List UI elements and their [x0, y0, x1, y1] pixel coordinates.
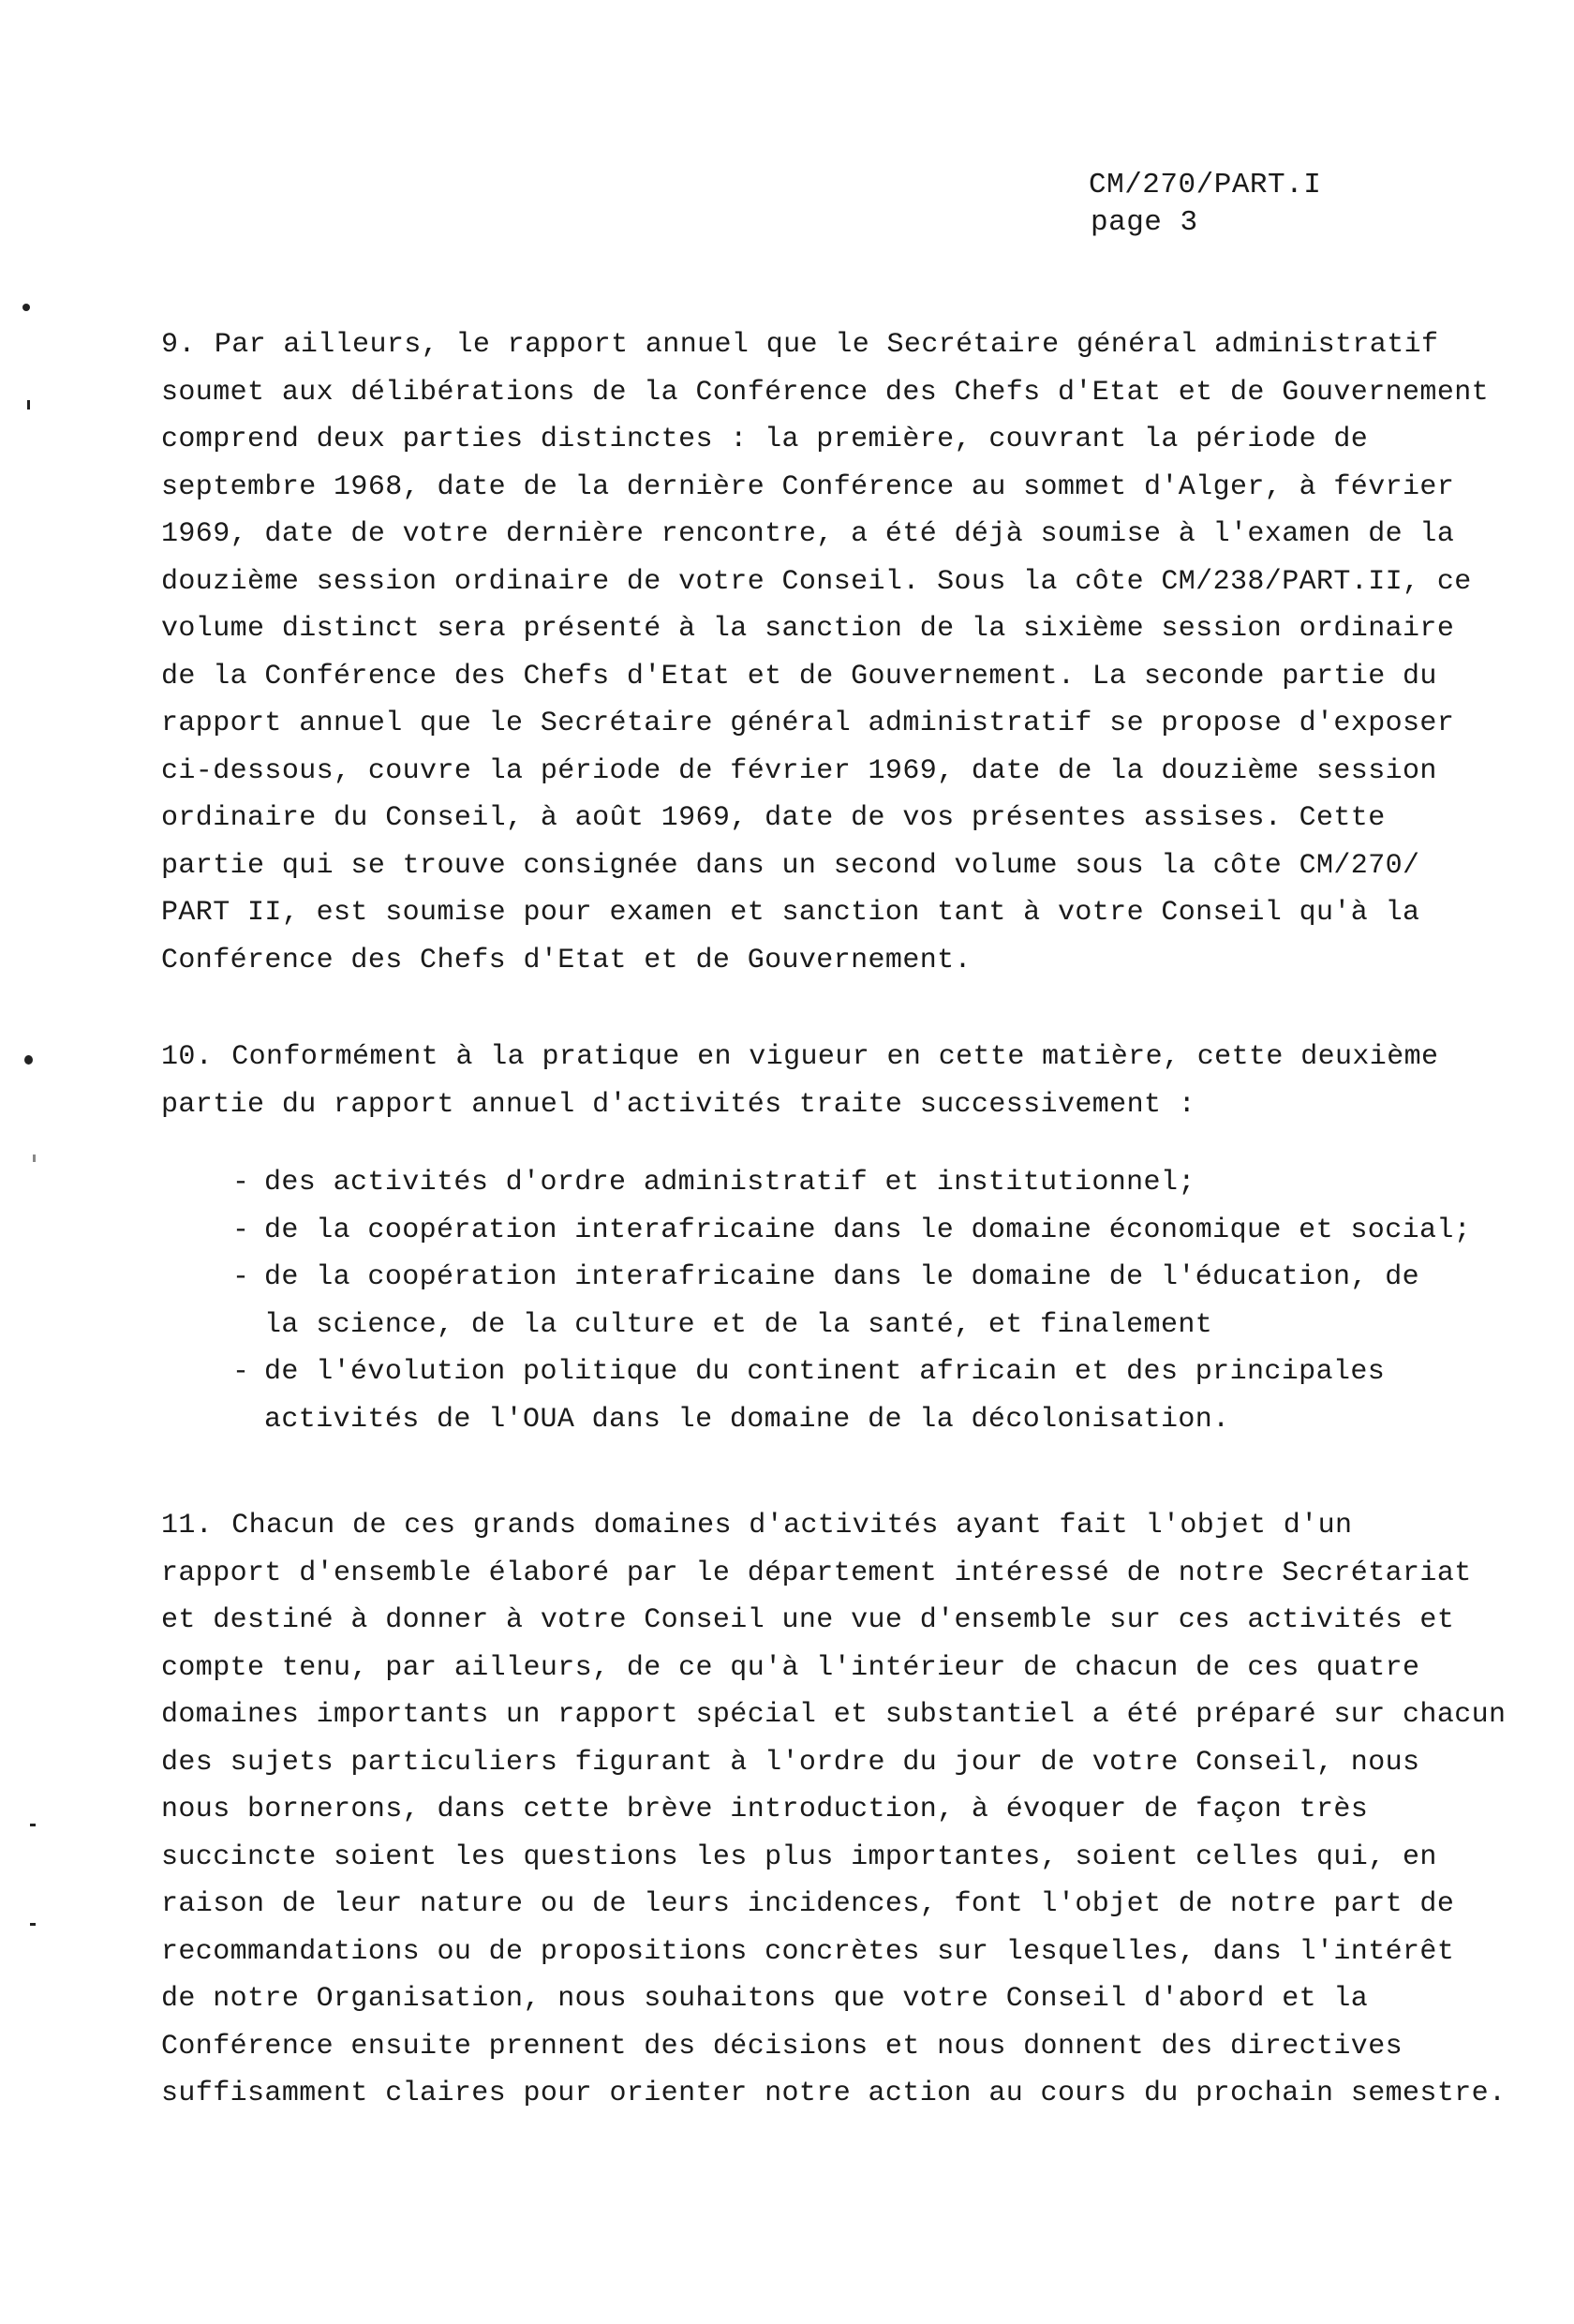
- text-line: [161, 559, 1472, 606]
- paragraph-number: 10.: [161, 1041, 214, 1073]
- text-line: [161, 321, 1439, 369]
- line-text: suffisamment claires pour orienter notre action au cours du prochain semestre.: [161, 2078, 1507, 2109]
- line-text: compte tenu, par ailleurs, de ce qu'à l'intérieur de chacun de ces quatre: [161, 1651, 1420, 1684]
- paragraph-9: [161, 321, 1490, 984]
- text-line: [161, 889, 1435, 937]
- text-line: [161, 369, 1490, 417]
- line-text: Conférence des Chefs d'Etat et de Gouvernement.: [161, 944, 972, 976]
- text-line: [161, 1881, 1455, 1929]
- document-reference: CM/270/PART.I: [1089, 169, 1322, 201]
- paragraph-11: [161, 1502, 1507, 2118]
- margin-mark: [27, 400, 30, 410]
- text-line: [161, 1550, 1472, 1598]
- bullet-first-line: [232, 1254, 1469, 1302]
- line-text: des sujets particuliers figurant à l'ordre du jour de votre Conseil, nous: [161, 1746, 1420, 1779]
- bullet-first-line: [232, 1207, 1472, 1255]
- line-text: recommandations ou de propositions concrètes sur lesquelles, dans l'intérêt: [161, 1935, 1455, 1968]
- bullet-first-line: [232, 1348, 1469, 1396]
- line-text: ordinaire du Conseil, à août 1969, date de vos présentes assises. Cette: [161, 802, 1386, 834]
- bullet-continuation: activités de l'OUA dans le domaine de la décolonisation.: [264, 1403, 1230, 1436]
- line-text: septembre 1968, date de la dernière Conférence au sommet d'Alger, à février: [161, 470, 1455, 503]
- bullet-item: [232, 1254, 1469, 1348]
- line-text: douzième session ordinaire de votre Conseil. Sous la côte CM/238/PART.II, ce: [161, 565, 1472, 598]
- line-text: 1969, date de votre dernière rencontre, a été déjà soumise à l'examen de la: [161, 518, 1455, 550]
- text-line: [161, 1081, 1435, 1129]
- text-line: [161, 1597, 1455, 1645]
- text-line: [161, 1834, 1435, 1882]
- line-text: Chacun de ces grands domaines d'activités ayant fait l'objet d'un: [231, 1510, 1353, 1542]
- text-line: [161, 1739, 1435, 1787]
- text-line: [161, 937, 1435, 985]
- line-text: soumet aux délibérations de la Conférence des Chefs d'Etat et de Gouvernement: [161, 376, 1490, 409]
- text-line: [161, 511, 1455, 559]
- line-text: rapport d'ensemble élaboré par le département intéressé de notre Secrétariat: [161, 1557, 1472, 1589]
- text-line: [161, 1975, 1435, 2023]
- bullet-text: de la coopération interafricaine dans le domaine économique et social;: [264, 1214, 1472, 1246]
- bullet-text: de l'évolution politique du continent africain et des principales: [264, 1356, 1386, 1388]
- line-text: domaines importants un rapport spécial et substantiel a été préparé sur chacun: [161, 1699, 1507, 1731]
- text-line: [161, 795, 1435, 842]
- line-text: ci-dessous, couvre la période de février 1969, date de la douzième session: [161, 754, 1437, 787]
- bullet-item: [232, 1159, 1469, 1207]
- line-text: Par ailleurs, le rapport annuel que le Secrétaire général administratif: [214, 329, 1439, 361]
- line-text: PART II, est soumise pour examen et sanction tant à votre Conseil qu'à la: [161, 897, 1420, 929]
- line-text: succincte soient les questions les plus importantes, soient celles qui, en: [161, 1840, 1437, 1873]
- text-line: [161, 1645, 1435, 1692]
- text-line: [161, 653, 1435, 701]
- text-line: [161, 700, 1455, 748]
- line-text: de notre Organisation, nous souhaitons que votre Conseil d'abord et la: [161, 1983, 1369, 2015]
- text-line: [161, 2070, 1507, 2118]
- text-line: [161, 842, 1435, 890]
- bullet-item: [232, 1348, 1469, 1443]
- line-text: partie du rapport annuel d'activités traite successivement :: [161, 1088, 1196, 1121]
- text-line: [161, 748, 1435, 796]
- text-line: [161, 1502, 1435, 1550]
- page-number: page 3: [1091, 206, 1198, 239]
- text-line: [161, 1929, 1455, 1976]
- line-text: et destiné à donner à votre Conseil une vue d'ensemble sur ces activités et: [161, 1604, 1455, 1636]
- text-line: [161, 464, 1455, 512]
- line-text: de la Conférence des Chefs d'Etat et de Gouvernement. La seconde partie du: [161, 660, 1437, 693]
- line-text: raison de leur nature ou de leurs incidences, font l'objet de notre part de: [161, 1888, 1455, 1920]
- text-line: [161, 1786, 1435, 1834]
- line-text: Conformément à la pratique en vigueur en cette matière, cette deuxième: [231, 1041, 1439, 1073]
- line-text: comprend deux parties distinctes : la première, couvrant la période de: [161, 424, 1369, 455]
- bullet-first-line: [232, 1159, 1469, 1207]
- text-line: [161, 416, 1435, 464]
- bullet-dash: -: [232, 1261, 250, 1293]
- paragraph-number: 9.: [161, 329, 196, 361]
- margin-mark: [24, 1055, 33, 1065]
- line-text: rapport annuel que le Secrétaire général administratif se propose d'exposer: [161, 708, 1455, 739]
- line-text: nous bornerons, dans cette brève introduction, à évoquer de façon très: [161, 1794, 1369, 1825]
- margin-mark: [30, 1923, 36, 1926]
- margin-mark: [30, 1824, 36, 1826]
- bullet-text: de la coopération interafricaine dans le domaine de l'éducation, de: [264, 1261, 1419, 1293]
- bullet-dash: -: [232, 1214, 250, 1246]
- text-line: [161, 2023, 1435, 2071]
- bullet-item: [232, 1207, 1472, 1255]
- line-text: Conférence ensuite prennent des décisions et nous donnent des directives: [161, 2030, 1403, 2063]
- bullet-dash: -: [232, 1356, 250, 1388]
- paragraph-10: [161, 1034, 1439, 1128]
- bullet-dash: -: [232, 1167, 250, 1199]
- margin-mark: [33, 1155, 36, 1162]
- text-line: [161, 605, 1455, 653]
- bullet-continuation: la science, de la culture et de la santé, et finalement: [264, 1308, 1213, 1341]
- margin-mark: [22, 304, 30, 311]
- text-line: [161, 1691, 1507, 1739]
- line-text: partie qui se trouve consignée dans un second volume sous la côte CM/270/: [161, 849, 1420, 882]
- line-text: volume distinct sera présenté à la sanction de la sixième session ordinaire: [161, 613, 1455, 645]
- text-line: [161, 1034, 1439, 1081]
- bullet-list: [232, 1159, 1472, 1443]
- document-header: [1089, 167, 1321, 242]
- paragraph-number: 11.: [161, 1510, 214, 1542]
- bullet-text: des activités d'ordre administratif et institutionnel;: [264, 1167, 1195, 1199]
